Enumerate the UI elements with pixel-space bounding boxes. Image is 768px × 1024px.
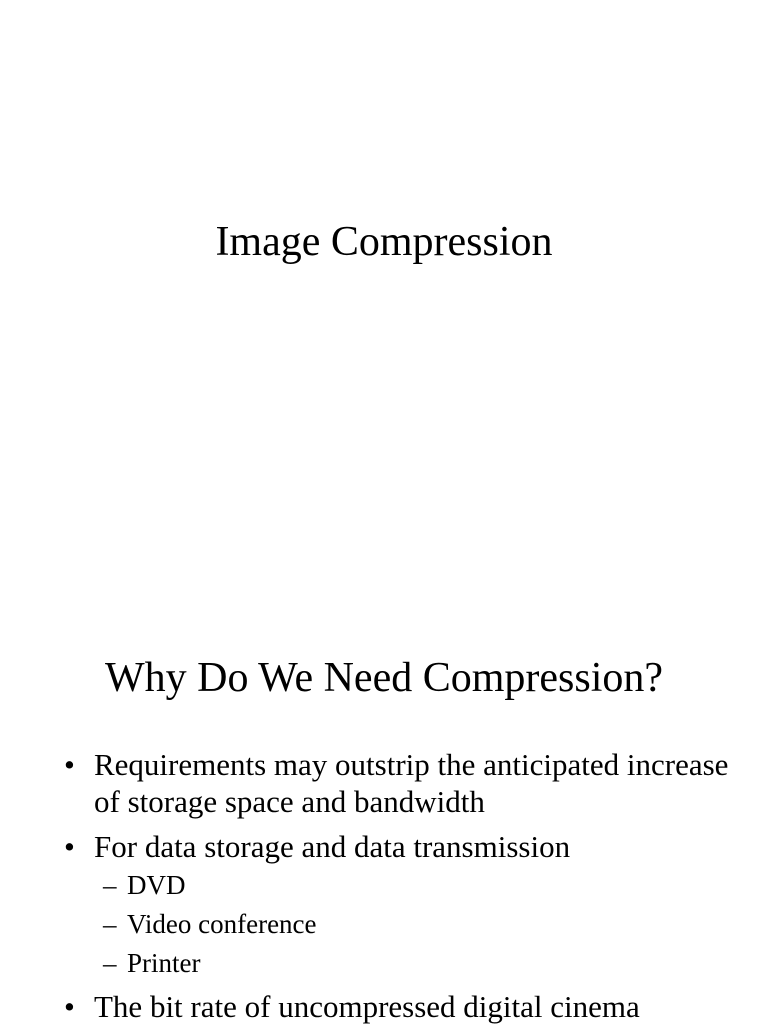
bullet-marker: • xyxy=(64,747,75,782)
slide-why-compression xyxy=(0,600,768,1024)
bullet-item xyxy=(0,988,768,1024)
bullet-text: Requirements may outstrip the anticipated increase of storage space and bandwidth xyxy=(94,747,729,819)
sub-bullet-item xyxy=(0,908,748,941)
sub-bullet-item xyxy=(0,869,748,902)
sub-bullet-item xyxy=(0,947,748,980)
sub-bullet-marker: – xyxy=(103,870,117,900)
sub-bullet-text: DVD xyxy=(127,870,186,900)
sub-bullet-list xyxy=(0,869,748,980)
bullet-marker: • xyxy=(64,989,75,1024)
bullet-list xyxy=(0,746,768,1024)
slide-title-heading: Image Compression xyxy=(215,219,553,265)
sub-bullet-marker: – xyxy=(103,948,117,978)
bullet-text: For data storage and data transmission xyxy=(94,829,571,864)
bullet-text: The bit rate of uncompressed digital cinema xyxy=(94,989,640,1024)
sub-bullet-marker: – xyxy=(103,909,117,939)
bullet-marker: • xyxy=(64,829,75,864)
sub-bullet-text: Printer xyxy=(127,948,201,978)
slide-heading: Why Do We Need Compression? xyxy=(104,655,664,701)
sub-bullet-text: Video conference xyxy=(127,909,317,939)
bullet-item xyxy=(0,828,768,980)
bullet-item xyxy=(0,746,768,820)
